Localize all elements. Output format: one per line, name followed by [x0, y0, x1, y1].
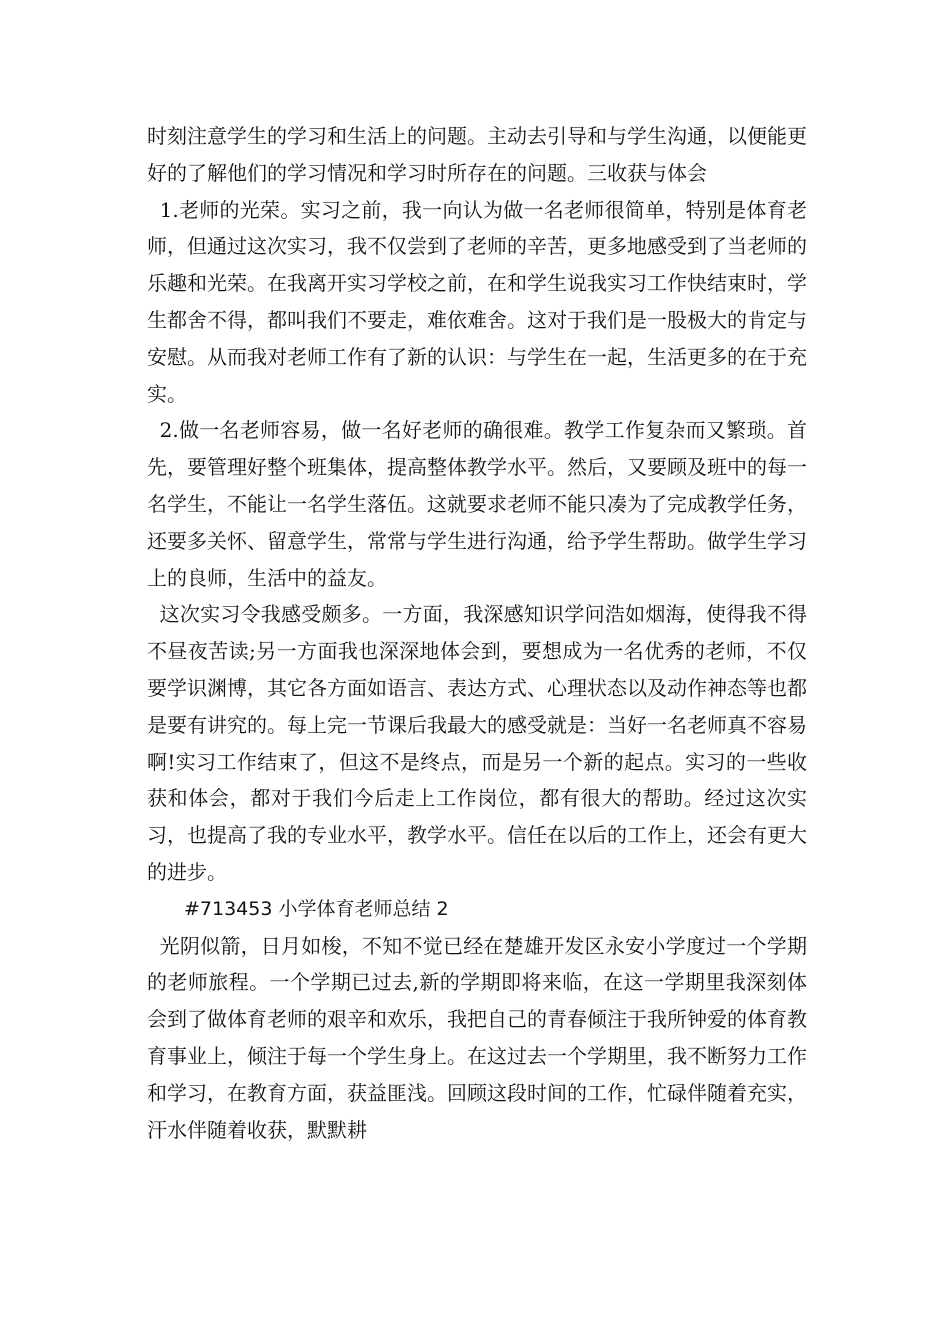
section-heading: #713453 小学体育老师总结 2 — [184, 897, 449, 920]
paragraph-intro: 时刻注意学生的学习和生活上的问题。主动去引导和与学生沟通，以便能更好的了解他们的学习情况和学习时所存在的问题。三收获与体会 — [147, 124, 807, 185]
paragraph-point-1: 1.老师的光荣。实习之前，我一向认为做一名老师很简单，特别是体育老师，但通过这次实习，我不仅尝到了老师的辛苦，更多地感受到了当老师的乐趣和光荣。在我离开实习学校之前，在和学生说我实习工作快结束时，学生都舍不得，都叫我们不要走，难依难舍。这对于我们是一股极大的肯定与安慰。从而我对老师工作有了新的认识：与学生在一起，生活更多的在于充实。 — [147, 197, 807, 406]
paragraph-summary-2: 光阴似箭，日月如梭，不知不觉已经在楚雄开发区永安小学度过一个学期的老师旅程。一个学期已过去,新的学期即将来临，在这一学期里我深刻体会到了做体育老师的艰辛和欢乐，我把自己的青春倾注于我所钟爱的体育教育事业上，倾注于每一个学生身上。在这过去一个学期里，我不断努力工作和学习，在教育方面，获益匪浅。回顾这段时间的工作，忙碌伴随着充实，汗水伴随着收获，默默耕 — [147, 933, 808, 1142]
document-body — [147, 118, 807, 1148]
paragraph-reflection: 这次实习令我感受颇多。一方面，我深感知识学问浩如烟海，使得我不得不昼夜苦读;另一方面我也深深地体会到，要想成为一名优秀的老师，不仅要学识渊博，其它各方面如语言、表达方式、心理状态以及动作神态等也都是要有讲究的。每上完一节课后我最大的感受就是：当好一名老师真不容易啊!实习工作结束了，但这不是终点，而是另一个新的起点。实习的一些收获和体会，都对于我们今后走上工作岗位，都有很大的帮助。经过这次实习，也提高了我的专业水平，教学水平。信任在以后的工作上，还会有更大的进步。 — [147, 602, 808, 884]
paragraph-point-2: 2.做一名老师容易，做一名好老师的确很难。教学工作复杂而又繁琐。首先，要管理好整个班集体，提高整体教学水平。然后，又要顾及班中的每一名学生，不能让一名学生落伍。这就要求老师不能只凑为了完成教学任务，还要多关怀、留意学生，常常与学生进行沟通，给予学生帮助。做学生学习上的良师，生活中的益友。 — [147, 418, 807, 590]
